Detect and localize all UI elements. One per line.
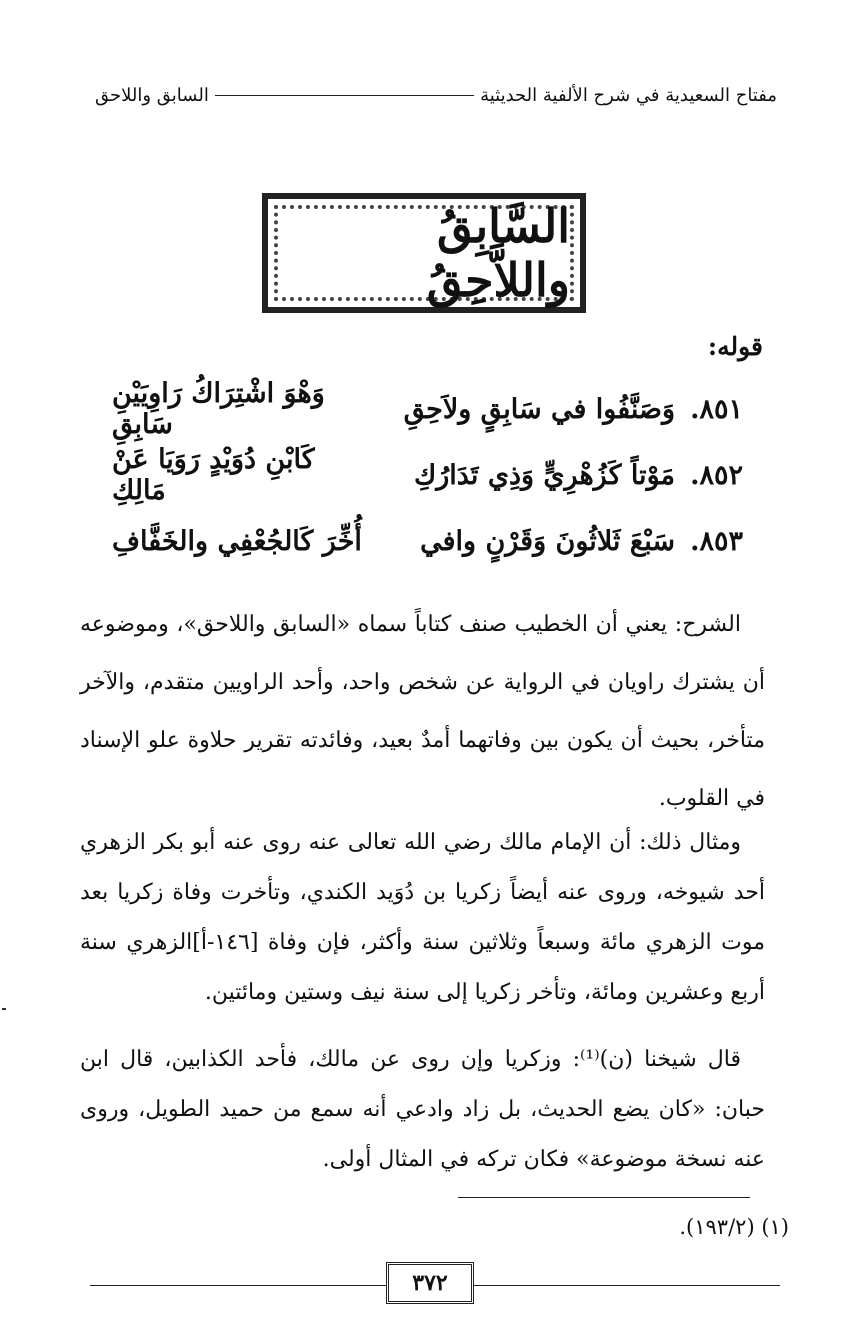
verse-line: [112, 444, 743, 506]
chapter-title-frame: [262, 193, 586, 313]
footnote: (١) (١٩٣/٢).: [679, 1215, 789, 1239]
example-paragraph: ومثال ذلك: أن الإمام مالك رضي الله تعالى عنه روى عنه أبو بكر الزهري أحد شيوخه، وروى عنه أيضاً زكريا بن دُوَيد الكندي، وتأخرت وفاة زكريا بعد موت الزهري مائة وسبعاً وثلاثين سنة وأكثر، فإن وفاة [١٤٦-أ]الزهري سنة أربع وعشرين ومائة، وتأخر زكريا إلى سنة نيف وستين ومائتين.: [80, 830, 765, 1005]
footnote-separator: [458, 1197, 750, 1198]
verse-number: ٨٥١.: [690, 393, 743, 425]
chapter-title: السَّابِقُ واللاَّحِقُ: [426, 199, 570, 307]
verse-line: [112, 378, 743, 440]
verse-line: [112, 516, 743, 566]
verse-second-hemistich: أُخِّرَ كَالجُعْفِي والخَفَّافِ: [112, 525, 362, 557]
verse-first-hemistich: سَبْعَ ثَلاثُونَ وَقَرْنٍ وافي: [420, 525, 675, 557]
verse-second-hemistich: كَابْنِ دُوَيْدٍ رَوَيَا عَنْ مَالِكِ: [112, 444, 315, 506]
page-number: ٣٧٢: [386, 1262, 474, 1304]
header-section-title: السابق واللاحق: [95, 84, 209, 106]
verse-first-hemistich: وَصَنَّفُوا في سَابِقٍ ولاَحِقِ: [403, 393, 675, 425]
verse-second-hemistich: وَهْوَ اشْتِرَاكُ رَاوِيَيْنِ سَابِقِ: [112, 378, 325, 440]
shaykh-paragraph: قال شيخنا (ن)⁽¹⁾: وزكريا وإن روى عن مالك، فأحد الكذابين، قال ابن حبان: «كان يضع الحديث، بل زاد وادعي أنه سمع من حميد الطويل، وروى عنه نسخة موضوعة» فكان تركه في المثال أولى.: [80, 1047, 765, 1172]
verse-number: ٨٥٢.: [690, 459, 743, 491]
header-rule: [215, 95, 474, 96]
commentary-paragraph: الشرح: يعني أن الخطيب صنف كتاباً سماه «السابق واللاحق»، وموضوعه أن يشترك راويان في الرواية عن شخص واحد، وأحد الراويين متقدم، والآخر متأخر، بحيث أن يكون بين وفاتهما أمدٌ بعيد، وفائدته تقرير حلاوة علو الإسناد في القلوب.: [80, 612, 765, 811]
header-book-title: مفتاح السعيدية في شرح الألفية الحديثية: [480, 84, 777, 106]
quote-label: قوله:: [707, 332, 763, 361]
margin-mark: [2, 1008, 6, 1010]
chapter-title-inner-frame: [274, 199, 574, 307]
verse-number: ٨٥٣.: [690, 525, 743, 557]
running-header: [95, 80, 777, 110]
verse-first-hemistich: مَوْتاً كَزُهْرِيٍّ وَذِي تَدَارُكِ: [413, 459, 675, 491]
